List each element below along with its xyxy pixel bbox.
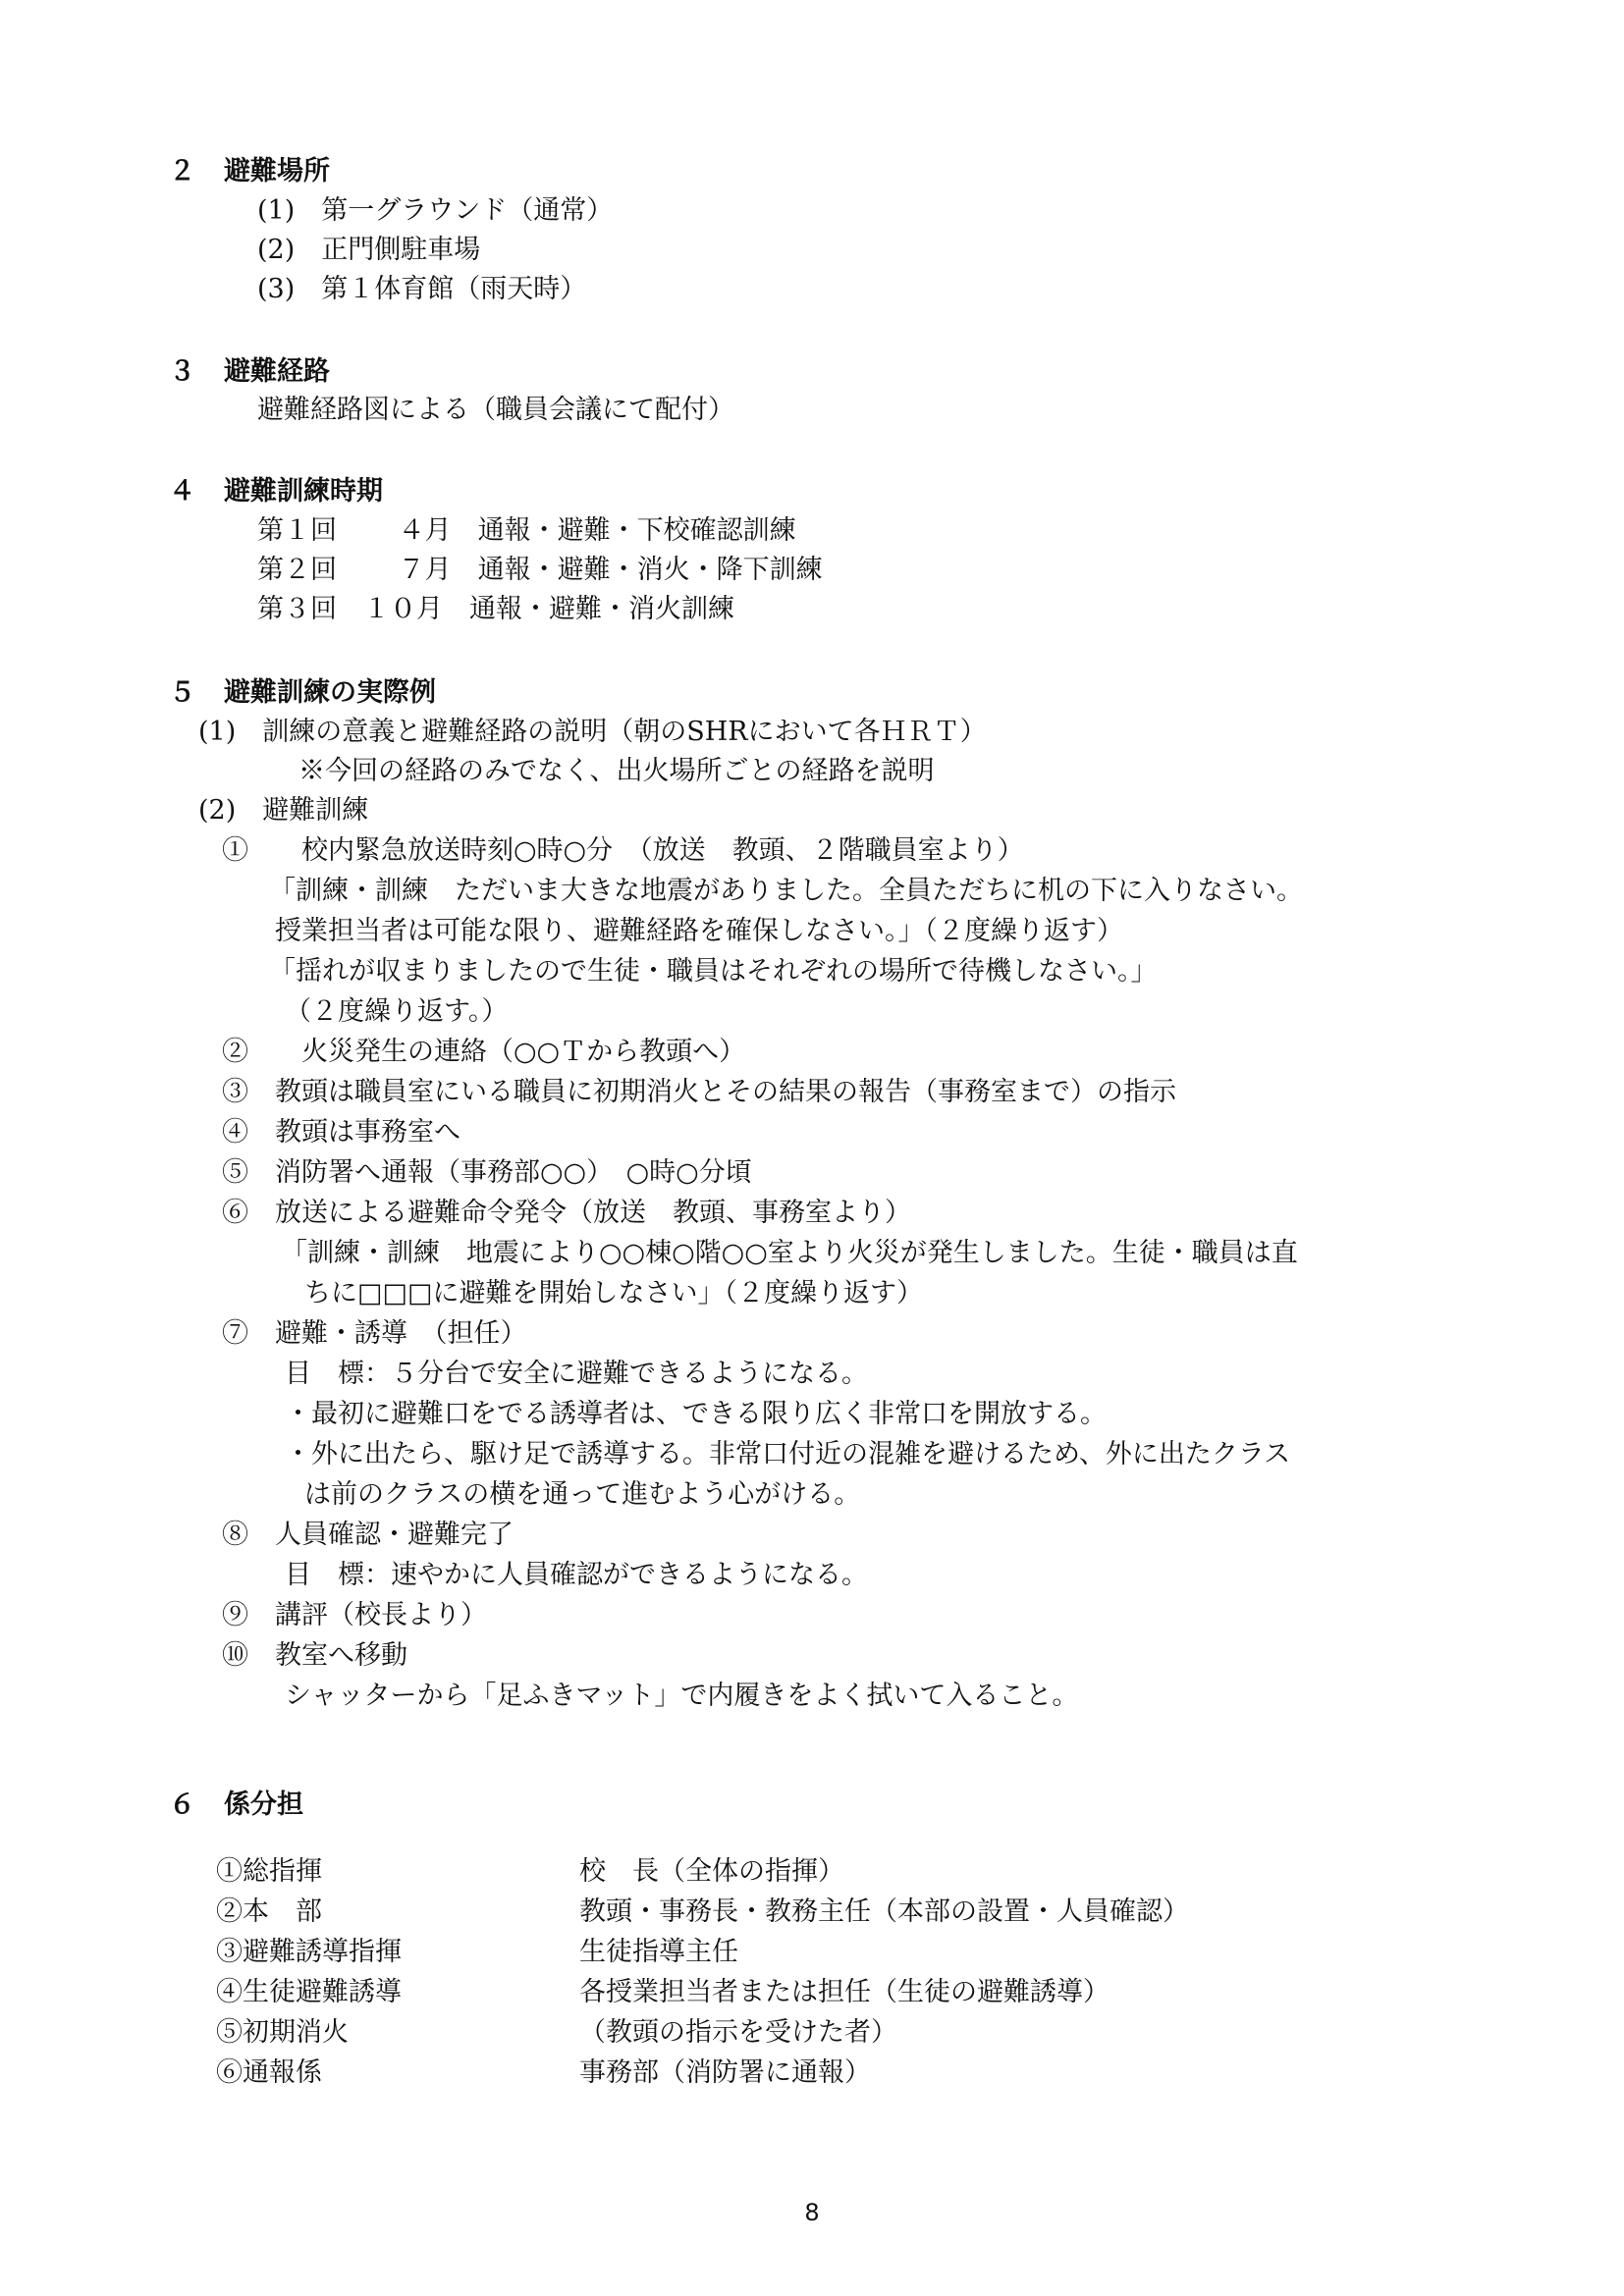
schedule-row: 第１回 ４月 通報・避難・下校確認訓練 [257,515,796,546]
step-line: ⑨ 講評（校長より） [222,1600,487,1630]
list-item: (3) 第１体育館（雨天時） [257,274,587,304]
step-line: ③ 教頭は職員室にいる職員に初期消火とその結果の報告（事務室まで）の指示 [222,1077,1176,1107]
section-number: ４ [169,476,195,507]
section-title: 避難訓練時期 [224,476,383,507]
step-line: ⑧ 人員確認・避難完了 [222,1520,514,1550]
role-assignee: （教頭の指示を受けた者） [579,2017,897,2048]
bullet-line: ・外に出たら、駆け足で誘導する。非常口付近の混雑を避けるため、外に出たクラス [285,1439,1291,1469]
section-title: 避難経路 [224,356,330,387]
section-2-heading [169,155,330,188]
section-number: ５ [169,677,195,708]
role-name: ②本 部 [216,1896,322,1927]
step-line: ⑩ 教室へ移動 [222,1640,407,1671]
step-line: ⑦ 避難・誘導 （担任） [222,1318,527,1349]
section-3-body: 避難経路図による（職員会議にて配付） [257,395,734,425]
quote-line: 「訓練・訓練 ただいま大きな地震がありました。全員ただちに机の下に入りなさい。 [269,876,1303,906]
schedule-row: 第３回 １０月 通報・避難・消火訓練 [257,594,734,624]
section-number: ６ [169,1789,195,1820]
note-line: ※今回の経路のみでなく、出火場所ごとの経路を説明 [298,756,935,786]
bullet-line: ・最初に避難口をでる誘導者は、できる限り広く非常口を開放する。 [285,1399,1107,1429]
goal-line: 目 標：速やかに人員確認ができるようになる。 [285,1560,868,1590]
role-name: ③避難誘導指揮 [216,1937,402,1967]
section-number: ３ [169,356,195,387]
goal-line: 目 標：５分台で安全に避難できるようになる。 [285,1359,868,1389]
role-name: ①総指揮 [216,1856,322,1887]
quote-line: （２度繰り返す。） [285,996,509,1027]
section-title: 避難場所 [224,156,330,187]
quote-line: ちに□□□に避難を開始しなさい」（２度繰り返す） [304,1278,924,1308]
quote-line: 「訓練・訓練 地震により○○棟○階○○室より火災が発生しました。生徒・職員は直 [281,1238,1298,1268]
subsection-heading: (2) 避難訓練 [198,795,369,826]
section-4-heading [169,475,383,508]
list-item: (1) 第一グラウンド（通常） [257,195,614,226]
role-assignee: 生徒指導主任 [579,1937,738,1967]
quote-line: 「揺れが収まりましたので生徒・職員はそれぞれの場所で待機しなさい。」 [269,956,1158,987]
step-line: ⑥ 放送による避難命令発令（放送 教頭、事務室より） [222,1198,911,1228]
note-line: シャッターから「足ふきマット」で内履きをよく拭いて入ること。 [285,1681,1079,1711]
list-item: (2) 正門側駐車場 [257,235,481,265]
quote-line: 授業担当者は可能な限り、避難経路を確保しなさい。」（２度繰り返す） [275,916,1123,946]
section-6-heading [169,1789,303,1822]
step-line: ④ 教頭は事務室へ [222,1117,460,1148]
page-number: 8 [804,2199,820,2226]
role-name: ⑥通報係 [216,2057,322,2088]
schedule-row: 第２回 ７月 通報・避難・消火・降下訓練 [257,555,823,585]
step-line: ① 校内緊急放送時刻○時○分 （放送 教頭、２階職員室より） [222,835,1024,866]
step-line: ⑤ 消防署へ通報（事務部○○） ○時○分頃 [222,1157,752,1188]
step-line: ② 火災発生の連絡（○○Ｔから教頭へ） [222,1037,746,1067]
section-title: 係分担 [224,1789,303,1820]
bullet-line: は前のクラスの横を通って進むよう心がける。 [304,1479,861,1510]
role-assignee: 教頭・事務長・教務主任（本部の設置・人員確認） [579,1896,1189,1927]
role-assignee: 校 長（全体の指揮） [579,1856,844,1887]
role-name: ④生徒避難誘導 [216,1977,402,2007]
role-assignee: 各授業担当者または担任（生徒の避難誘導） [579,1977,1110,2007]
subsection-heading: (1) 訓練の意義と避難経路の説明（朝のSHRにおいて各ＨＲＴ） [198,717,987,747]
role-name: ⑤初期消火 [216,2017,349,2048]
section-5-heading [169,676,436,710]
role-assignee: 事務部（消防署に通報） [579,2057,871,2088]
section-3-heading [169,355,330,389]
section-title: 避難訓練の実際例 [224,677,436,708]
section-number: ２ [169,156,195,187]
